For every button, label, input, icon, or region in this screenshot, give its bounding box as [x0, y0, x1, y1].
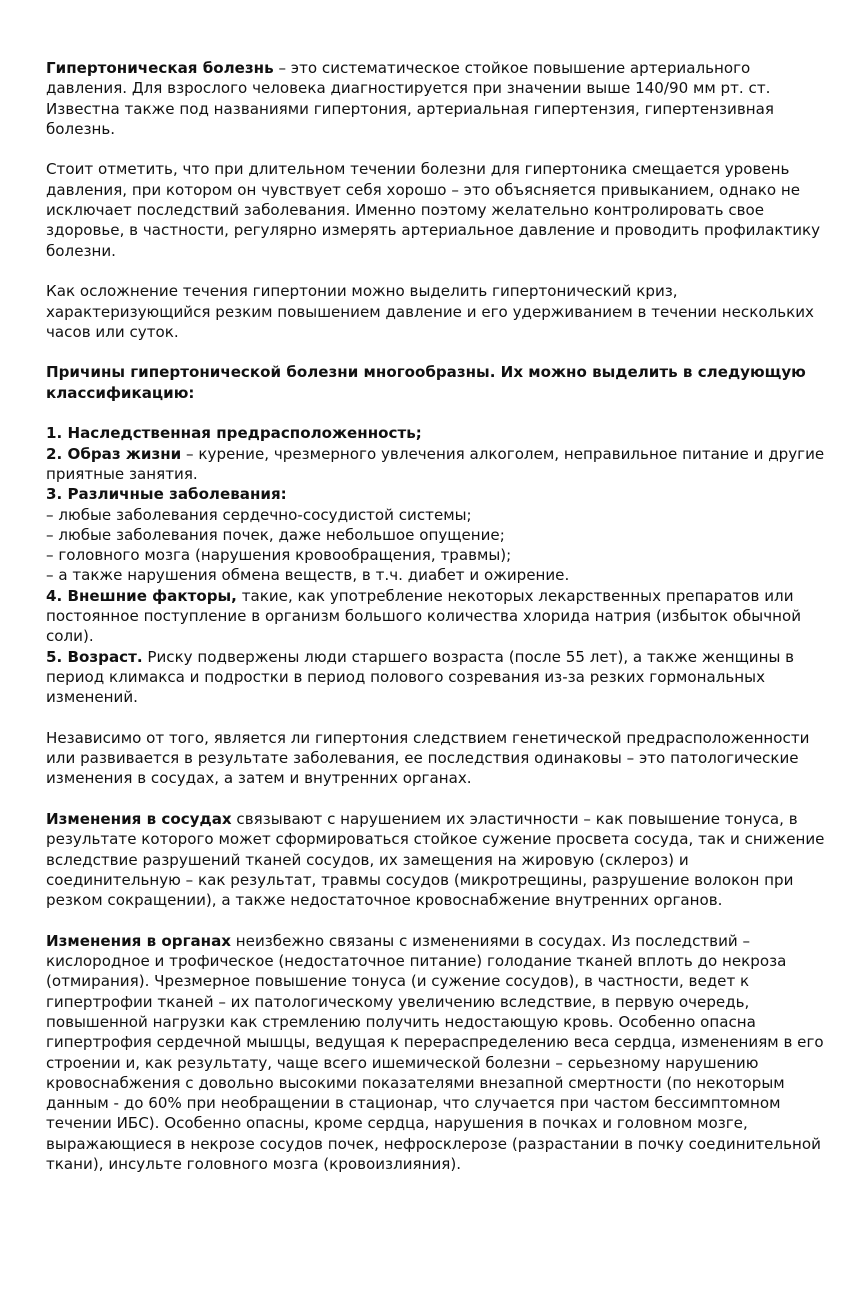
disease-subitem: – а также нарушения обмена веществ, в т.ч. диабет и ожирение. [46, 566, 570, 585]
disease-subitem: – любые заболевания почек, даже небольшое опущение; [46, 525, 505, 544]
paragraph-crisis [46, 281, 828, 342]
vessels-heading: Изменения в сосудах [46, 809, 232, 828]
cause-item-diseases-label: 3. Различные заболевания: [46, 485, 287, 504]
cause-item-age [46, 647, 828, 708]
paragraph-causes-heading [46, 362, 828, 403]
cause-item-age-text: Риску подвержены люди старшего возраста (после 55 лет), а также женщины в период климакса и подростки в период полового созревания из-за резких гормональных изменений. [46, 647, 795, 707]
paragraph-adaptation [46, 159, 828, 260]
consequences-text: Независимо от того, является ли гипертония следствием генетической предрасположенности или развивается в результате заболевания, ее последствия одинаковы – это патологические изменения в сосудах, а затем и внутренних органах. [46, 728, 810, 788]
vessels-text: связывают с нарушением их эластичности – как повышение тонуса, в результате которого может сформироваться стойкое сужение просвета сосуда, так и снижение вследствие разрушений тканей сосудов, их замещения на жировую (склероз) и соединительную – как результат, травмы сосудов (микротрещины, разрушение волокон при резком сокращении), а также недостаточное кровоснабжение внутренних органов. [46, 809, 825, 910]
paragraph-definition [46, 58, 828, 139]
cause-item-lifestyle-label: 2. Образ жизни [46, 444, 182, 463]
cause-item-age-label: 5. Возраст. [46, 647, 143, 666]
cause-item-heredity-label: 1. Наследственная предрасположенность; [46, 424, 422, 443]
cause-item-external-text: такие, как употребление некоторых лекарственных препаратов или постоянное поступление в организм большого количества хлорида натрия (избыток обычной соли). [46, 586, 802, 646]
cause-item-lifestyle-text: – курение, чрезмерного увлечения алкоголем, неправильное питание и другие приятные занятия. [46, 444, 825, 483]
disease-subitem: – головного мозга (нарушения кровообращения, травмы); [46, 546, 512, 565]
organs-heading: Изменения в органах [46, 931, 231, 950]
term-hypertension: Гипертоническая болезнь [46, 59, 274, 77]
causes-list [46, 423, 828, 707]
disease-subitem: – любые заболевания сердечно-сосудистой системы; [46, 505, 472, 524]
paragraph-consequences [46, 728, 828, 789]
organs-text: неизбежно связаны с изменениями в сосудах. Из последствий – кислородное и трофическое (недостаточное питание) голодание тканей вплоть до некроза (отмирания). Чрезмерное повышение тонуса (и сужение сосудов), в частности, ведет к гипертрофии тканей – их патологическому увеличению вследствие, в первую очередь, повышенной нагрузки как стремлению получить недостающую кровь. Особенно опасна гипертрофия сердечной мышцы, ведущая к перераспределению веса сердца, изменениям в его строении и, как результату, чаще всего ишемической болезни – серьезному нарушению кровоснабжения с довольно высокими показателями внезапной смертности (по некоторым данным - до 60% при необращении в стационар, что случается при частом бессимптомном течении ИБС). Особенно опасны, кроме сердца, нарушения в почках и головном мозге, выражающиеся в некрозе сосудов почек, нефросклерозе (разрастании в почку соединительной ткани), инсульте головного мозга (кровоизлияния). [46, 931, 824, 1174]
adaptation-text: Стоит отметить, что при длительном течении болезни для гипертоника смещается уровень давления, при котором он чувствует себя хорошо – это объясняется привыканием, однако не исключает последствий заболевания. Именно поэтому желательно контролировать свое здоровье, в частности, регулярно измерять артериальное давление и проводить профилактику болезни. [46, 160, 821, 260]
cause-item-external [46, 586, 828, 647]
crisis-text: Как осложнение течения гипертонии можно выделить гипертонический криз, характеризующийся резким повышением давление и его удерживанием в течении нескольких часов или суток. [46, 282, 814, 341]
cause-item-heredity [46, 423, 828, 443]
definition-text: – это систематическое стойкое повышение артериального давления. Для взрослого человека диагностируется при значении выше 140/90 мм рт. ст. Известна также под названиями гипертония, артериальная гипертензия, гипертензивная болезнь. [46, 59, 774, 138]
cause-item-diseases [46, 484, 828, 504]
cause-item-lifestyle [46, 444, 828, 485]
causes-heading: Причины гипертонической болезни многообразны. Их можно выделить в следующую классификацию: [46, 363, 806, 402]
paragraph-vessels [46, 809, 828, 910]
cause-item-external-label: 4. Внешние факторы, [46, 586, 237, 605]
paragraph-organs [46, 931, 828, 1175]
